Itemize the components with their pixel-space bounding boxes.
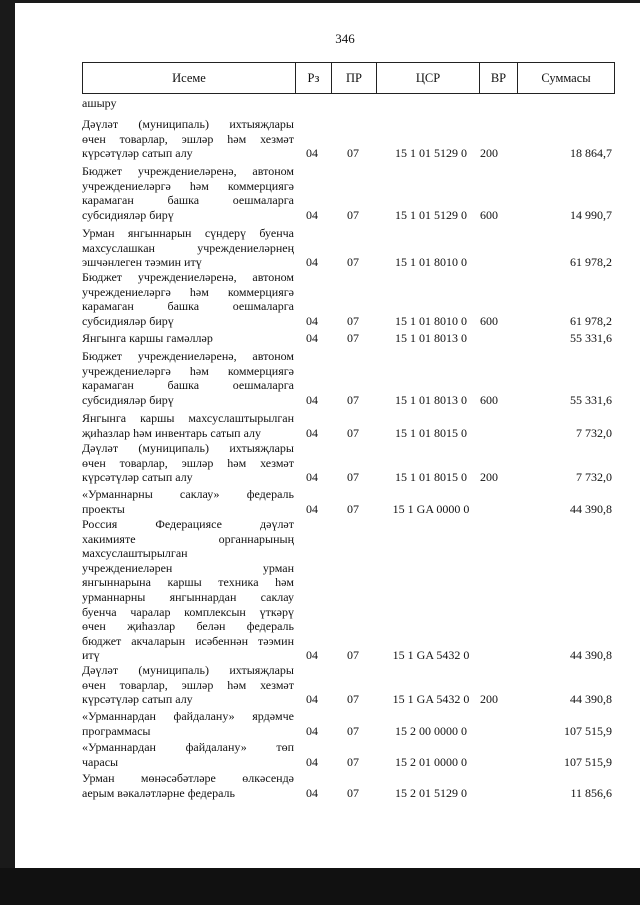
cell-rz: 04	[306, 723, 318, 738]
row-name-line: карамаган башка оешмаларга	[82, 299, 294, 314]
cell-csr: 15 1 01 5129 0	[395, 207, 467, 222]
row-name-line: эшчәнлеген тәэмин итү	[82, 255, 202, 270]
cell-pr: 07	[347, 255, 359, 270]
row-name-line: Урман янгыннарын сүндерү буенча	[82, 226, 294, 240]
row-name-line: күрсәтүләр сатып алу	[82, 470, 193, 485]
cell-csr: 15 1 01 5129 0	[395, 146, 467, 161]
row-name	[82, 517, 294, 663]
continued-text: ашыру	[82, 96, 117, 110]
table-row	[82, 740, 615, 769]
row-name-line: учреждениеләргә һәм коммерциягә	[82, 178, 294, 193]
cell-rz: 04	[306, 331, 318, 345]
cell-rz: 04	[306, 648, 318, 663]
row-name-line: карамаган башка оешмаларга	[82, 378, 294, 393]
row-name-line: махсуслашкан учреждениеләрнең	[82, 240, 294, 255]
row-name	[82, 441, 294, 485]
row-name-line: күрсәтүләр сатып алу	[82, 146, 193, 161]
row-name-line: учреждениеләргә һәм коммерциягә	[82, 363, 294, 378]
cell-csr: 15 2 01 0000 0	[395, 754, 467, 769]
cell-vr: 600	[480, 313, 498, 328]
cell-rz: 04	[306, 470, 318, 485]
row-name	[82, 487, 294, 516]
row-name-line: өчен товарлар, эшләр һәм хезмәт	[82, 677, 294, 692]
header-vr: ВР	[480, 63, 518, 93]
row-name-line: «Урманнардан файдалану» ярдәмче	[82, 709, 294, 723]
cell-csr: 15 1 GA 0000 0	[392, 501, 470, 516]
cell-pr: 07	[347, 392, 359, 407]
table-row	[82, 709, 615, 738]
cell-pr: 07	[347, 723, 359, 738]
table-row	[82, 663, 615, 707]
scan-top-border	[0, 0, 640, 3]
cell-vr: 600	[480, 392, 498, 407]
row-name-line: Янгынга каршы махсуслаштырылган	[82, 411, 294, 425]
cell-sum: 44 390,8	[570, 692, 612, 707]
row-name-line: Бюджет учреждениеләренә, автоном	[82, 270, 294, 284]
row-name-line: җиһазлар һәм инвентарь сатып алу	[82, 425, 262, 440]
row-name-line: Янгынга каршы гамәлләр	[82, 331, 213, 345]
cell-csr: 15 1 GA 5432 0	[392, 692, 470, 707]
cell-rz: 04	[306, 207, 318, 222]
header-csr: ЦСР	[377, 63, 480, 93]
table-row	[82, 164, 615, 222]
row-name-line: буенча чаралар комплексын үткәрү	[82, 604, 294, 619]
cell-pr: 07	[347, 331, 359, 345]
scan-bottom-border	[0, 868, 640, 905]
cell-csr: 15 1 01 8013 0	[395, 392, 467, 407]
row-name-line: «Урманнарны саклау» федераль	[82, 487, 294, 501]
row-name-line: Дәүләт (муниципаль) ихтыяҗлары	[82, 663, 294, 677]
cell-sum: 61 978,2	[570, 255, 612, 270]
table-row	[82, 517, 615, 663]
cell-sum: 44 390,8	[570, 501, 612, 516]
cell-pr: 07	[347, 754, 359, 769]
row-name-line: күрсәтүләр сатып алу	[82, 692, 193, 707]
cell-rz: 04	[306, 392, 318, 407]
cell-csr: 15 1 01 8010 0	[395, 255, 467, 270]
table-row	[82, 117, 615, 161]
table-row	[82, 441, 615, 485]
row-name-line: хакимияте органнарының	[82, 531, 294, 546]
cell-csr: 15 1 GA 5432 0	[392, 648, 470, 663]
cell-csr: 15 1 01 8013 0	[395, 331, 467, 345]
cell-pr: 07	[347, 425, 359, 440]
row-name-line: Дәүләт (муниципаль) ихтыяҗлары	[82, 117, 294, 131]
cell-sum: 18 864,7	[570, 146, 612, 161]
table-row	[82, 226, 615, 270]
cell-csr: 15 1 01 8015 0	[395, 425, 467, 440]
row-name	[82, 349, 294, 407]
row-name-line: Бюджет учреждениеләренә, автоном	[82, 164, 294, 178]
cell-sum: 11 856,6	[570, 785, 612, 800]
row-name-line: итү	[82, 648, 100, 663]
table-header	[82, 62, 615, 94]
row-name	[82, 740, 294, 769]
cell-rz: 04	[306, 313, 318, 328]
row-name	[82, 164, 294, 222]
row-name-line: учреждениеләрен урман	[82, 560, 294, 575]
row-name-line: Бюджет учреждениеләренә, автоном	[82, 349, 294, 363]
header-pr: ПР	[332, 63, 377, 93]
row-name-line: субсидияләр бирү	[82, 207, 174, 222]
table-row	[82, 487, 615, 516]
cell-sum: 55 331,6	[570, 331, 612, 345]
row-name-line: өчен җиһазлар белән федераль	[82, 619, 294, 634]
row-name	[82, 771, 294, 800]
cell-rz: 04	[306, 501, 318, 516]
row-name	[82, 411, 294, 440]
cell-pr: 07	[347, 146, 359, 161]
table-row	[82, 411, 615, 440]
cell-rz: 04	[306, 425, 318, 440]
row-name-line: махсуслаштырылган	[82, 546, 188, 561]
cell-vr: 600	[480, 207, 498, 222]
row-name-line: бюджет акчаларын исәбеннән тәэмин	[82, 633, 294, 648]
cell-pr: 07	[347, 470, 359, 485]
cell-sum: 55 331,6	[570, 392, 612, 407]
cell-pr: 07	[347, 785, 359, 800]
row-name-line: карамаган башка оешмаларга	[82, 193, 294, 208]
cell-rz: 04	[306, 785, 318, 800]
cell-rz: 04	[306, 692, 318, 707]
row-name-line: аерым вәкаләтләрне федераль	[82, 785, 235, 800]
header-sum: Суммасы	[541, 71, 591, 85]
row-name-line: субсидияләр бирү	[82, 313, 174, 328]
row-name-line: программасы	[82, 723, 151, 738]
row-name	[82, 331, 294, 346]
row-name-line: Урман мөнәсәбәтләре өлкәсендә	[82, 771, 294, 785]
cell-rz: 04	[306, 255, 318, 270]
row-name	[82, 226, 294, 270]
row-name-line: Дәүләт (муниципаль) ихтыяҗлары	[82, 441, 294, 455]
row-name-line: субсидияләр бирү	[82, 392, 174, 407]
table-row	[82, 331, 615, 346]
cell-sum: 44 390,8	[570, 648, 612, 663]
row-name-line: чарасы	[82, 754, 119, 769]
cell-csr: 15 1 01 8010 0	[395, 313, 467, 328]
cell-pr: 07	[347, 501, 359, 516]
table-row	[82, 349, 615, 407]
header-rz: Рз	[296, 63, 332, 93]
table-row	[82, 771, 615, 800]
page-number: 346	[335, 31, 355, 46]
row-name-line: проекты	[82, 501, 125, 516]
cell-sum: 107 515,9	[564, 754, 612, 769]
table-row	[82, 270, 615, 328]
cell-vr: 200	[480, 470, 498, 485]
row-name-line: өчен товарлар, эшләр һәм хезмәт	[82, 131, 294, 146]
cell-pr: 07	[347, 207, 359, 222]
cell-csr: 15 2 01 5129 0	[395, 785, 467, 800]
cell-rz: 04	[306, 754, 318, 769]
cell-sum: 14 990,7	[570, 207, 612, 222]
cell-sum: 7 732,0	[576, 470, 612, 485]
cell-sum: 61 978,2	[570, 313, 612, 328]
cell-csr: 15 1 01 8015 0	[395, 470, 467, 485]
cell-vr: 200	[480, 146, 498, 161]
row-name-line: урманнарны янгыннардан саклау	[82, 589, 294, 604]
cell-pr: 07	[347, 692, 359, 707]
cell-pr: 07	[347, 313, 359, 328]
header-name: Исеме	[83, 63, 296, 93]
row-name	[82, 709, 294, 738]
row-name-line: янгыннарына каршы техника һәм	[82, 575, 294, 590]
row-name	[82, 117, 294, 161]
cell-pr: 07	[347, 648, 359, 663]
cell-csr: 15 2 00 0000 0	[395, 723, 467, 738]
row-name	[82, 270, 294, 328]
cell-sum: 107 515,9	[564, 723, 612, 738]
row-name	[82, 663, 294, 707]
cell-vr: 200	[480, 692, 498, 707]
cell-rz: 04	[306, 146, 318, 161]
row-name-line: өчен товарлар, эшләр һәм хезмәт	[82, 455, 294, 470]
row-name-line: Россия Федерациясе дәүләт	[82, 517, 294, 531]
row-name-line: учреждениеләргә һәм коммерциягә	[82, 284, 294, 299]
cell-sum: 7 732,0	[576, 425, 612, 440]
row-name-line: «Урманнардан файдалану» төп	[82, 740, 294, 754]
scan-left-border	[0, 0, 15, 905]
